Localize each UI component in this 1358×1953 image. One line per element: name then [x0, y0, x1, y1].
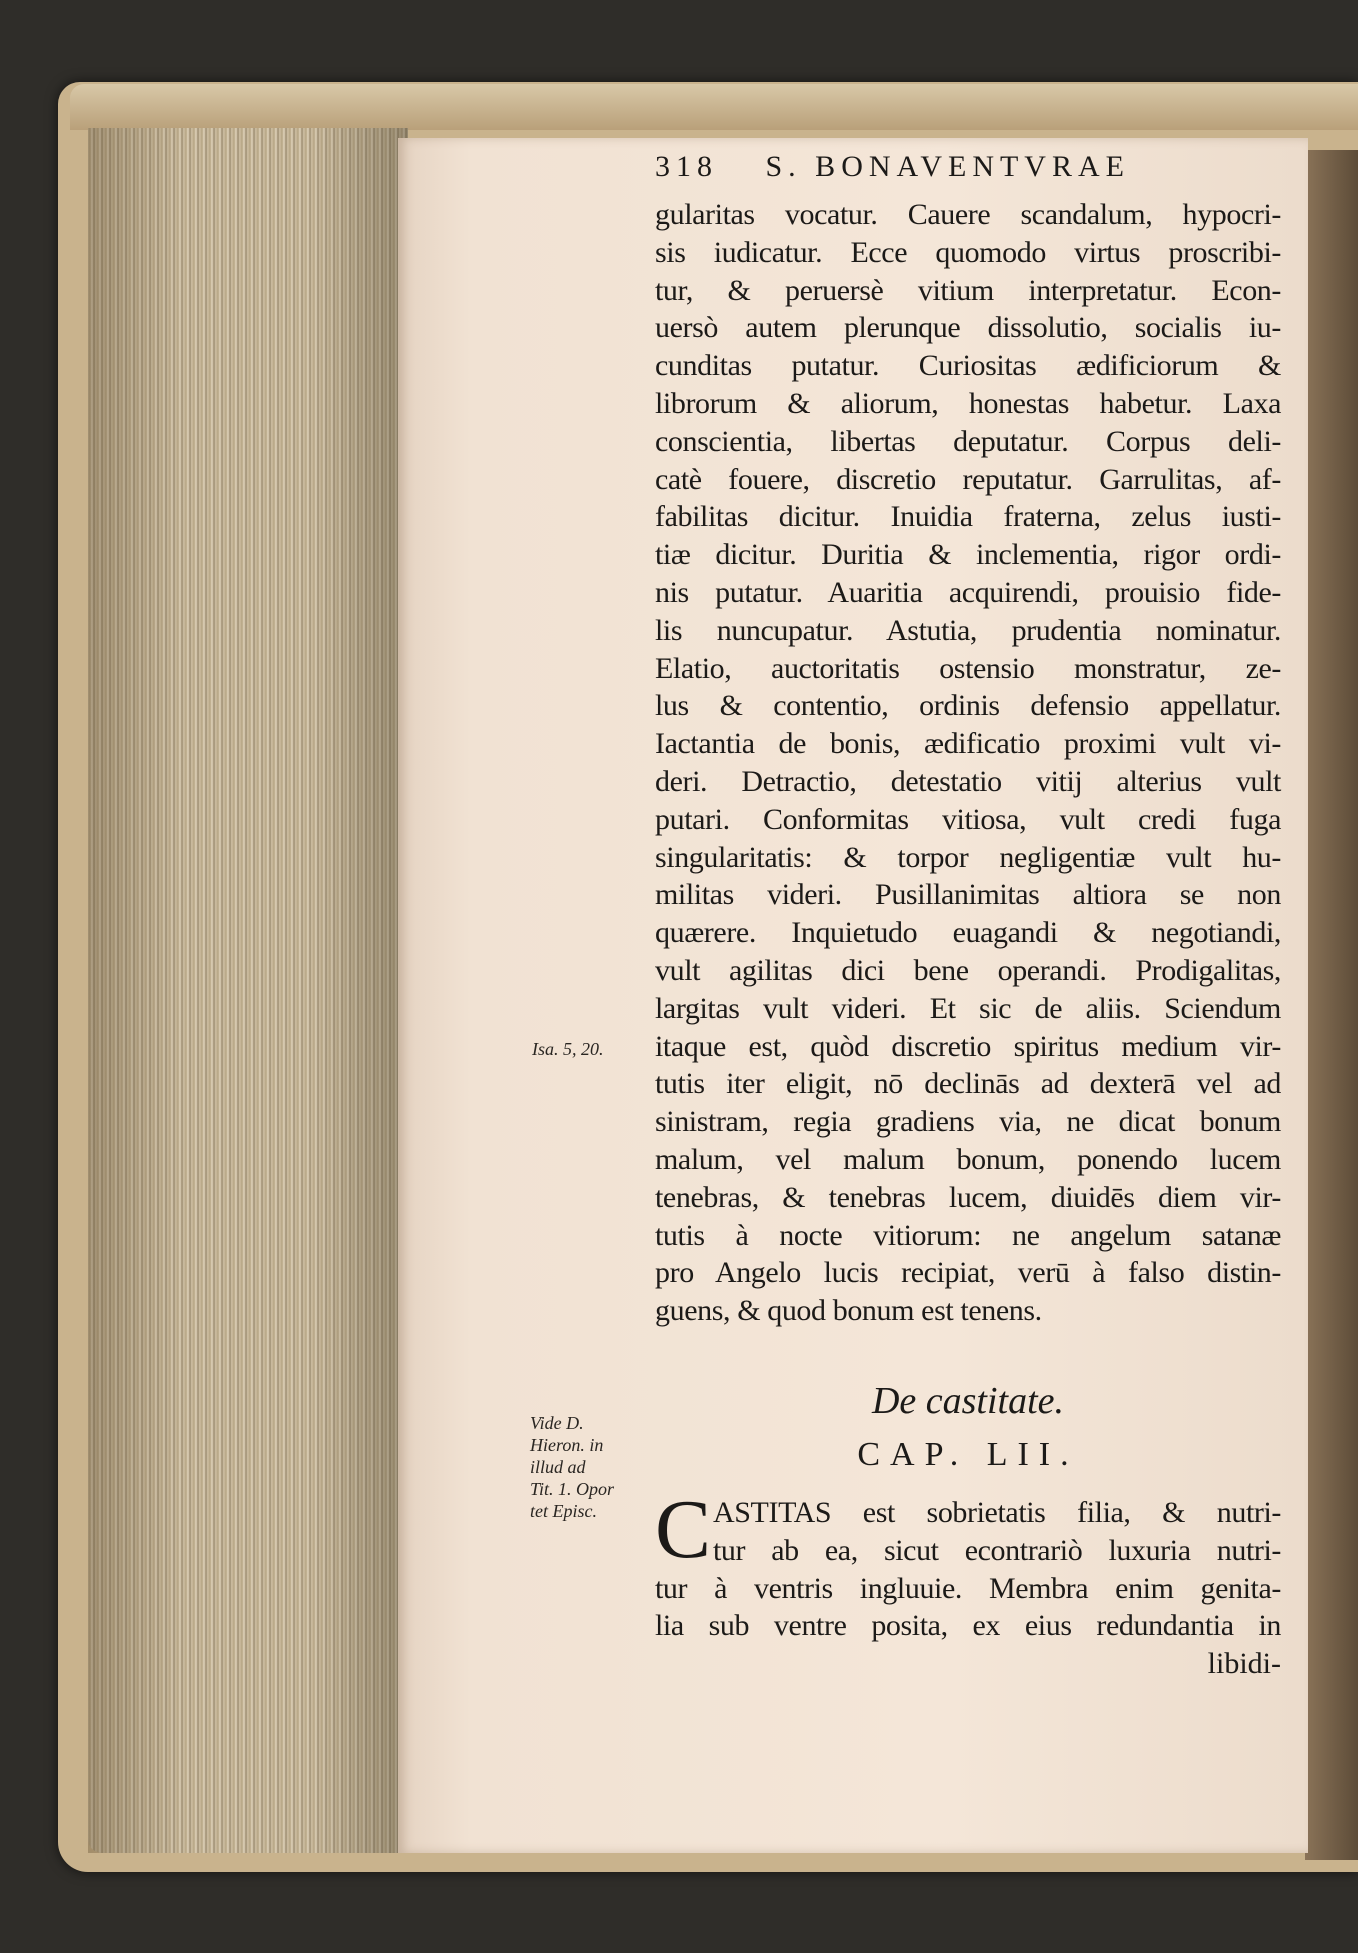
body-text	[655, 196, 1281, 1330]
text-line: putari. Conformitas vitiosa, vult credi fuga	[655, 802, 1281, 836]
margin-note-line: Tit. 1. Opor	[530, 1479, 615, 1499]
page-stack-edge	[88, 128, 408, 1853]
text-line: malum, vel malum bonum, ponendo lucem	[655, 1142, 1281, 1176]
text-line: librorum & aliorum, honestas habetur. Laxa	[655, 386, 1281, 420]
text-line: conscientia, libertas deputatur. Corpus deli-	[655, 424, 1281, 458]
text-line: Elatio, auctoritatis ostensio monstratur, ze-	[655, 651, 1281, 685]
margin-note-line: Hieron. in	[530, 1435, 604, 1455]
text-line: tenebras, & tenebras lucem, diuidēs diem vir-	[655, 1180, 1281, 1214]
text-line-last: guens, & quod bonum est tenens.	[655, 1294, 1042, 1328]
drop-cap: C	[655, 1482, 712, 1576]
text-line: lia sub ventre posita, ex eius redundantia in	[655, 1609, 1281, 1643]
text-line: uersò autem plerunque dissolutio, socialis iu-	[655, 311, 1281, 345]
text-line: militas videri. Pusillanimitas altiora se non	[655, 878, 1281, 912]
text-line: fabilitas dicitur. Inuidia fraterna, zelus iusti-	[655, 500, 1281, 534]
text-line: tur à ventris ingluuie. Membra enim genita-	[655, 1571, 1281, 1605]
text-line: catè fouere, discretio reputatur. Garrulitas, af-	[655, 462, 1281, 496]
catchword: libidi-	[1207, 1647, 1281, 1681]
text-line: largitas vult videri. Et sic de aliis. Sciendum	[655, 991, 1281, 1025]
chapter-text	[655, 1482, 1281, 1683]
text-line: nis putatur. Auaritia acquirendi, prouisio fide-	[655, 575, 1281, 609]
section-title: De castitate.	[871, 1379, 1065, 1422]
text-line: tur, & peruersè vitium interpretatur. Econ-	[655, 273, 1281, 307]
chapter-heading: CAP. LII.	[857, 1435, 1079, 1473]
text-line: itaque est, quòd discretio spiritus medium vir-	[655, 1029, 1281, 1063]
margin-note-line: tet Episc.	[530, 1501, 597, 1521]
text-line: singularitatis: & torpor negligentiæ vult hu-	[655, 840, 1281, 874]
margin-note-isaiah: Isa. 5, 20.	[532, 1039, 604, 1059]
margin-note-jerome	[530, 1412, 614, 1522]
book-top-edge	[70, 84, 1358, 130]
text-line: deri. Detractio, detestatio vitij alterius vult	[655, 764, 1281, 798]
page-number: 318	[655, 150, 718, 183]
text-line: cunditas putatur. Curiositas ædificiorum &	[655, 349, 1281, 383]
text-line: tutis iter eligit, nō declinās ad dexterā vel ad	[655, 1067, 1281, 1101]
text-line: tutis à nocte vitiorum: ne angelum satanæ	[655, 1218, 1281, 1252]
margin-note-line: illud ad	[530, 1457, 586, 1477]
text-line: lus & contentio, ordinis defensio appellatur.	[655, 689, 1281, 723]
text-line: tur ab ea, sicut econtrariò luxuria nutri-	[713, 1533, 1281, 1567]
text-line: pro Angelo lucis recipiat, verū à falso distin-	[655, 1256, 1281, 1290]
text-line: lis nuncupatur. Astutia, prudentia nominatur.	[655, 613, 1281, 647]
text-column	[655, 150, 1281, 1683]
text-line: sinistram, regia gradiens via, ne dicat bonum	[655, 1105, 1281, 1139]
right-page-edge	[1305, 150, 1358, 1860]
text-line: Iactantia de bonis, ædificatio proximi vult vi-	[655, 727, 1281, 761]
text-line: tiæ dicitur. Duritia & inclementia, rigor ordi-	[655, 538, 1281, 572]
running-header	[655, 150, 1281, 196]
running-head: S. BONAVENTVRAE	[765, 150, 1130, 183]
text-line: vult agilitas dici bene operandi. Prodigalitas,	[655, 953, 1281, 987]
text-line: gularitas vocatur. Cauere scandalum, hypocri-	[655, 198, 1281, 231]
text-line: quærere. Inquietudo euagandi & negotiandi,	[655, 916, 1281, 950]
text-line: ASTITAS est sobrietatis filia, & nutri-	[713, 1495, 1281, 1529]
text-line: sis iudicatur. Ecce quomodo virtus proscribi-	[655, 235, 1281, 269]
margin-note-line: Vide D.	[530, 1413, 584, 1433]
